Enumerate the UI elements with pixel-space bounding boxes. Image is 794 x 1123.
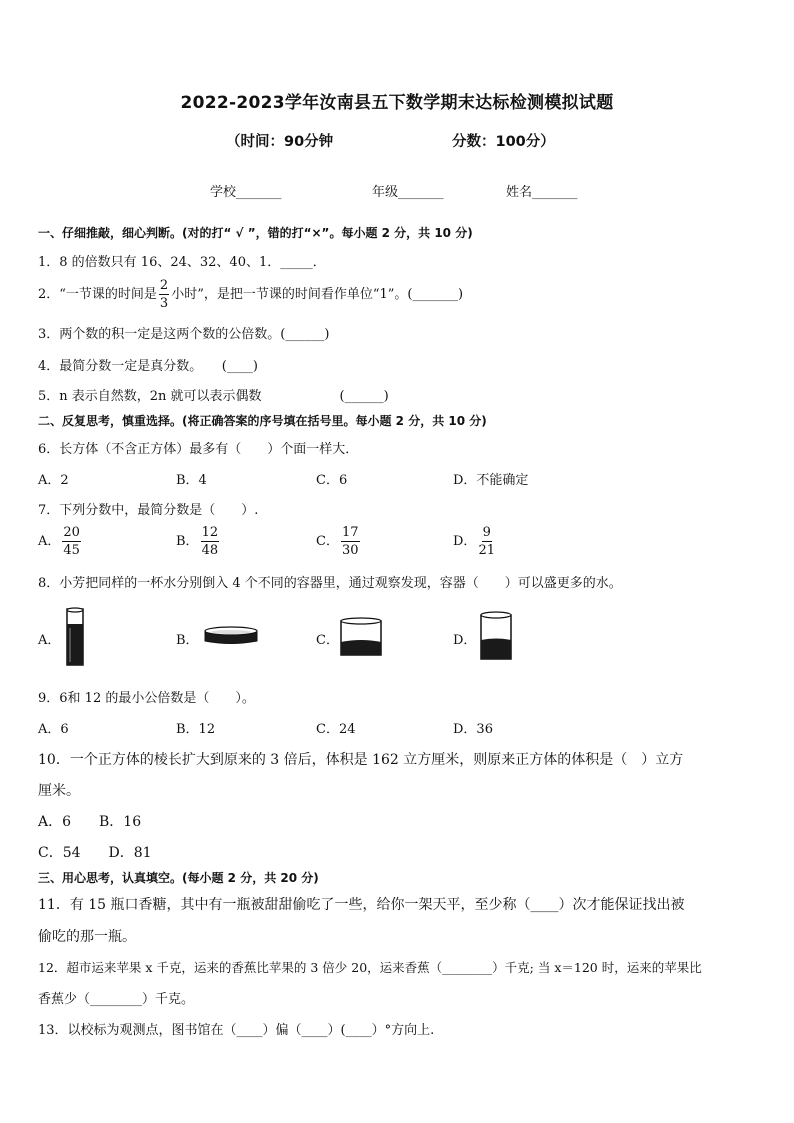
- section2-heading: 二、反复思考，慎重选择。(将正确答案的序号填在括号里。每小题 2 分，共 10 分): [38, 414, 487, 428]
- question-9: 9．6和 12 的最小公倍数是（ ）。: [38, 691, 255, 706]
- q7-option-b[interactable]: [176, 524, 221, 559]
- q7-option-c[interactable]: [316, 524, 362, 559]
- q8-option-b[interactable]: B．: [176, 633, 199, 648]
- question-11-line1: 11．有 15 瓶口香糖，其中有一瓶被甜甜偷吃了一些，给你一架天平，至少称（____）次才能保证找出被: [38, 897, 685, 913]
- q10-options-ab[interactable]: A．6 B．16: [38, 814, 142, 830]
- q7-option-d-letter: D．: [453, 534, 477, 549]
- fraction-numerator: 12: [201, 525, 219, 540]
- tall-narrow-cylinder-icon: [62, 606, 88, 668]
- question-2-pre: 2．“一节课的时间是: [38, 287, 157, 302]
- q7-option-c-fraction: [341, 524, 360, 559]
- wide-short-container-icon: [338, 616, 384, 660]
- time-label: （时间：90分钟: [226, 134, 334, 150]
- q7-option-a[interactable]: [38, 524, 83, 559]
- name-field[interactable]: 姓名_______: [506, 185, 578, 200]
- score-label: 分数：100分）: [452, 134, 555, 150]
- section1-heading: 一、仔细推敲，细心判断。(对的打“ √ ”，错的打“×”。每小题 2 分，共 10 分): [38, 226, 473, 240]
- q7-option-c-letter: C．: [316, 534, 339, 549]
- q9-option-b[interactable]: B．12: [176, 722, 216, 737]
- q7-option-a-letter: A．: [38, 534, 61, 549]
- question-13: 13．以校标为观测点，图书馆在（____）偏（____）(____）°方向上.: [38, 1023, 435, 1038]
- fraction-denominator: 21: [478, 543, 495, 558]
- medium-container-icon: [478, 610, 514, 662]
- question-6: 6．长方体（不含正方体）最多有（ ）个面一样大．: [38, 442, 359, 457]
- question-10-line2: 厘米。: [38, 783, 80, 799]
- q7-option-d-fraction: [478, 524, 495, 559]
- q6-option-a[interactable]: A．2: [38, 473, 69, 488]
- fraction-numerator: 17: [341, 525, 359, 540]
- flat-wide-dish-icon: [203, 624, 259, 648]
- grade-field[interactable]: 年级_______: [372, 185, 444, 200]
- q6-option-d[interactable]: D．不能确定: [453, 473, 529, 488]
- question-7: 7．下列分数中，最简分数是（ ）.: [38, 503, 259, 518]
- q6-option-c[interactable]: C．6: [316, 473, 348, 488]
- q8-option-a[interactable]: A．: [38, 633, 61, 648]
- q6-option-b[interactable]: B．4: [176, 473, 207, 488]
- q7-option-d[interactable]: [453, 524, 497, 559]
- q8-option-d[interactable]: D．: [453, 633, 477, 648]
- q8-option-c[interactable]: C．: [316, 633, 339, 648]
- fraction-two-thirds: [159, 277, 169, 312]
- question-12-line2: 香蕉少（________）千克。: [38, 992, 195, 1007]
- q9-option-d[interactable]: D．36: [453, 722, 493, 737]
- question-1: 1．8 的倍数只有 16、24、32、40、1．_____．: [38, 255, 326, 270]
- question-5: 5．n 表示自然数，2n 就可以表示偶数 (______): [38, 389, 389, 404]
- q7-option-a-fraction: [62, 524, 81, 559]
- question-2-post: 小时”，是把一节课的时间看作单位“1”。(_______): [171, 287, 464, 302]
- question-11-line2: 偷吃的那一瓶。: [38, 929, 136, 945]
- fraction-numerator: 2: [159, 278, 169, 293]
- q9-option-c[interactable]: C．24: [316, 722, 356, 737]
- question-10-line1: 10．一个正方体的棱长扩大到原来的 3 倍后，体积是 162 立方厘米，则原来正方体的体积是（ ）立方: [38, 752, 684, 768]
- page-title: 2022-2023学年汝南县五下数学期末达标检测模拟试题: [180, 93, 614, 113]
- question-4: 4．最简分数一定是真分数。 (____): [38, 359, 258, 374]
- q10-options-cd[interactable]: C．54 D．81: [38, 845, 152, 861]
- q7-option-b-fraction: [201, 524, 220, 559]
- fraction-denominator: 45: [63, 543, 80, 558]
- question-8: 8．小芳把同样的一杯水分别倒入 4 个不同的容器里，通过观察发现，容器（ ）可以盛更多的水。: [38, 576, 622, 591]
- question-2: [38, 277, 463, 312]
- fraction-denominator: 3: [159, 296, 169, 311]
- fraction-denominator: 30: [341, 543, 359, 558]
- section3-heading: 三、用心思考，认真填空。(每小题 2 分，共 20 分): [38, 871, 319, 885]
- q7-option-b-letter: B．: [176, 534, 199, 549]
- question-3: 3．两个数的积一定是这两个数的公倍数。(______): [38, 327, 330, 342]
- fraction-numerator: 9: [482, 525, 491, 540]
- question-12-line1: 12．超市运来苹果 x 千克，运来的香蕉比苹果的 3 倍少 20，运来香蕉（________）千克; 当 x＝120 时，运来的苹果比: [38, 960, 702, 975]
- q9-option-a[interactable]: A．6: [38, 722, 69, 737]
- school-field[interactable]: 学校_______: [210, 185, 282, 200]
- fraction-numerator: 20: [63, 525, 80, 540]
- fraction-denominator: 48: [201, 543, 219, 558]
